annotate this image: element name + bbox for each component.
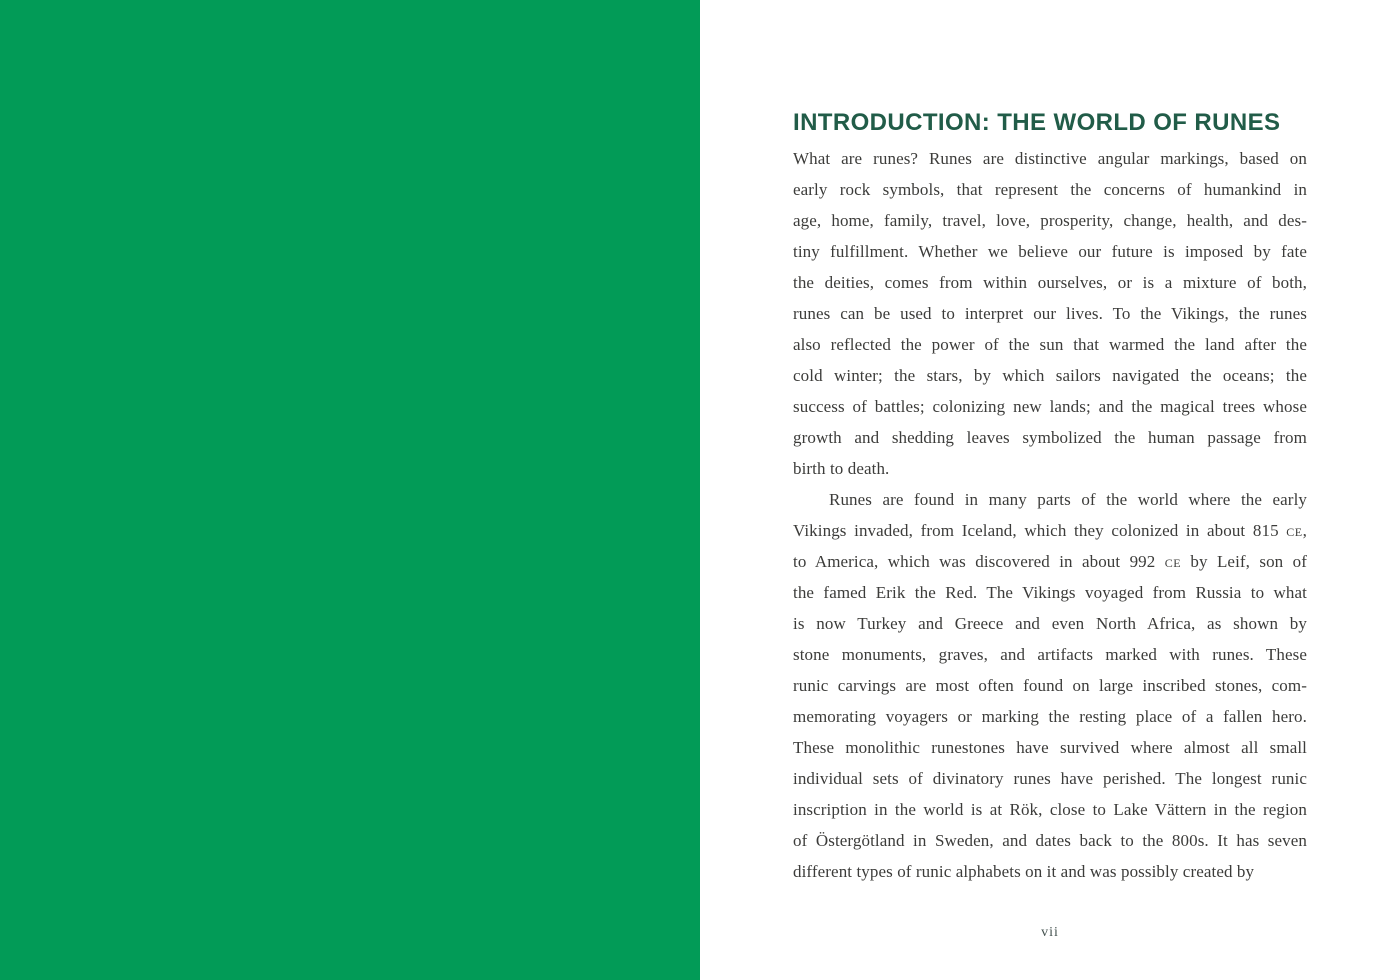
text-line: memorating voyagers or marking the resting place of a fallen hero. — [793, 707, 1307, 726]
text-line: runes can be used to interpret our lives. To the Vikings, the runes — [793, 304, 1307, 323]
paragraph — [793, 484, 1307, 887]
text-line: growth and shedding leaves symbolized the human passage from — [793, 428, 1307, 447]
text-line: birth to death. — [793, 459, 890, 478]
text-line: the deities, comes from within ourselves, or is a mixture of both, — [793, 273, 1307, 292]
text-line: inscription in the world is at Rök, close to Lake Vättern in the region — [793, 800, 1307, 819]
text-line: These monolithic runestones have survived where almost all small — [793, 738, 1307, 757]
text-line: early rock symbols, that represent the concerns of humankind in — [793, 180, 1307, 199]
page-number: vii — [1041, 925, 1059, 940]
text-line: cold winter; the stars, by which sailors navigated the oceans; the — [793, 366, 1307, 385]
text-line: age, home, family, travel, love, prosperity, change, health, and des- — [793, 211, 1307, 230]
text-line: Runes are found in many parts of the world where the early — [829, 490, 1307, 509]
text-line: tiny fulfillment. Whether we believe our future is imposed by fate — [793, 242, 1307, 261]
text-line: different types of runic alphabets on it and was possibly created by — [793, 862, 1255, 881]
text-line: runic carvings are most often found on large inscribed stones, com- — [793, 676, 1307, 695]
right-text-page — [700, 0, 1400, 980]
body-text — [793, 143, 1307, 887]
text-line: stone monuments, graves, and artifacts marked with runes. These — [793, 645, 1307, 664]
text-line: is now Turkey and Greece and even North Africa, as shown by — [793, 614, 1307, 633]
text-line: What are runes? Runes are distinctive angular markings, based on — [793, 149, 1307, 168]
paragraph — [793, 143, 1307, 484]
text-line: also reflected the power of the sun that warmed the land after the — [793, 335, 1307, 354]
text-line: to America, which was discovered in about 992 ce by Leif, son of — [793, 552, 1307, 571]
text-line: the famed Erik the Red. The Vikings voyaged from Russia to what — [793, 583, 1307, 602]
chapter-heading: INTRODUCTION: THE WORLD OF RUNES — [793, 109, 1281, 136]
text-line: success of battles; colonizing new lands; and the magical trees whose — [793, 397, 1307, 416]
text-line: Vikings invaded, from Iceland, which they colonized in about 815 ce, — [793, 521, 1307, 540]
page-content — [793, 108, 1307, 887]
text-line: individual sets of divinatory runes have perished. The longest runic — [793, 769, 1307, 788]
text-line: of Östergötland in Sweden, and dates back to the 800s. It has seven — [793, 831, 1307, 850]
